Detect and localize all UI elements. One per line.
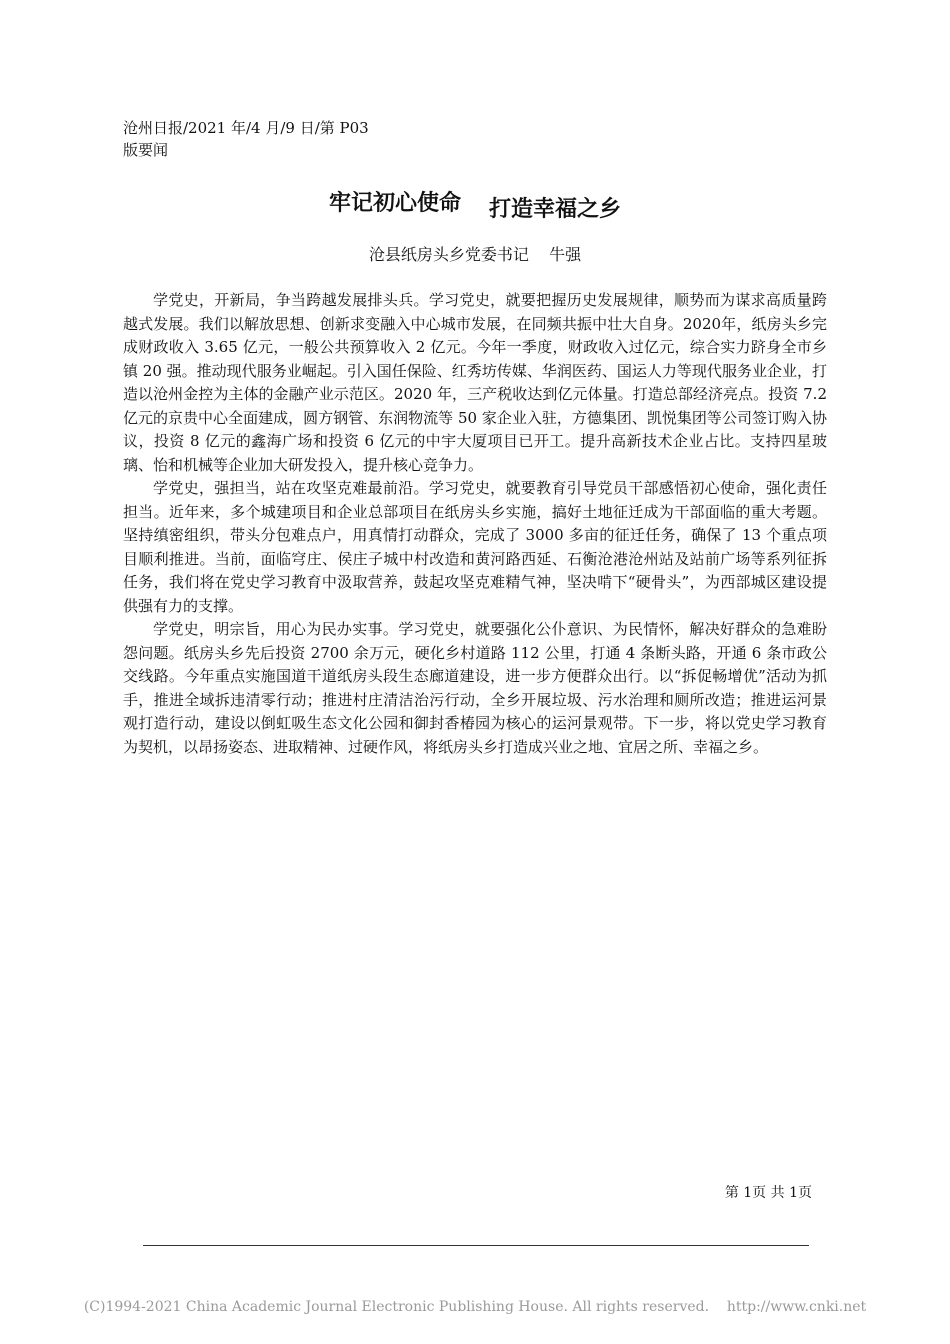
page-number: 第 1页 共 1页	[724, 1185, 812, 1201]
paragraph-3: 学党史，明宗旨，用心为民办实事。学习党史，就要强化公仆意识、为民情怀，解决好群众的急难盼怨问题。纸房头乡先后投资 2700 余万元，硬化乡村道路 112 公里，打通 4 条断头路，开通 6 条市政公交线路。今年重点实施国道干道纸房头段生态廊道建设，进一步方便群众出行。以“拆促畅增优”活动为抓手，推进全域拆违清零行动；推进村庄清洁治污行动，全乡开展垃圾、污水治理和厕所改造；推进运河景观打造行动，建设以倒虹吸生态文化公园和御封香椿园为核心的运河景观带。下一步，将以党史学习教育为契机，以昂扬姿态、进取精神、过硬作风，将纸房头乡打造成兴业之地、宜居之所、幸福之乡。	[123, 620, 827, 756]
article-title-part-2: 打造幸福之乡	[489, 197, 622, 222]
source-line-2: 版要闻	[123, 141, 169, 159]
paragraph-2: 学党史，强担当，站在攻坚克难最前沿。学习党史，就要教育引导党员干部感悟初心使命，强化责任担当。近年来，多个城建项目和企业总部项目在纸房头乡实施，搞好土地征迁成为干部面临的重大考题。坚持缜密组织，带头分包难点户，用真情打动群众，完成了 3000 多亩的征迁任务，确保了 13 个重点项目顺利推进。当前，面临穹庄、侯庄子城中村改造和黄河路西延、石衡沧港沧州站及站前广场等系列征拆任务，我们将在党史学习教育中汲取营养，鼓起攻坚克难精气神，坚决啃下“硬骨头”，为西部城区建设提供强有力的支撑。	[123, 479, 827, 615]
author-byline: 沧县纸房头乡党委书记 牛强	[368, 245, 582, 264]
source-info	[123, 117, 423, 161]
copyright-notice: (C)1994-2021 China Academic Journal Electronic Publishing House. All rights reserved. http://www.cnki.net	[83, 1299, 867, 1315]
article-body	[123, 289, 827, 759]
source-line-1: 沧州日报/2021 年/4 月/9 日/第 P03	[123, 119, 369, 137]
article-title-part-1: 牢记初心使命	[328, 191, 461, 216]
footer-divider	[143, 1245, 809, 1246]
paragraph-1: 学党史，开新局，争当跨越发展排头兵。学习党史，就要把握历史发展规律，顺势而为谋求高质量跨越式发展。我们以解放思想、创新求变融入中心城市发展，在同频共振中壮大自身。2020年，纸房头乡完成财政收入 3.65 亿元，一般公共预算收入 2 亿元。今年一季度，财政收入过亿元，综合实力跻身全市乡镇 20 强。推动现代服务业崛起。引入国任保险、红秀坊传媒、华润医药、国运人力等现代服务业企业，打造以沧州金控为主体的金融产业示范区。2020 年，三产税收达到亿元体量。打造总部经济亮点。投资 7.2 亿元的京贵中心全面建成，圆方钢管、东润物流等 50 家企业入驻，方德集团、凯悦集团等公司签订购入协议，投资 8 亿元的鑫海广场和投资 6 亿元的中宇大厦项目已开工。提升高新技术企业占比。支持四星玻璃、怡和机械等企业加大研发投入，提升核心竞争力。	[123, 291, 827, 474]
article-title	[0, 186, 950, 222]
